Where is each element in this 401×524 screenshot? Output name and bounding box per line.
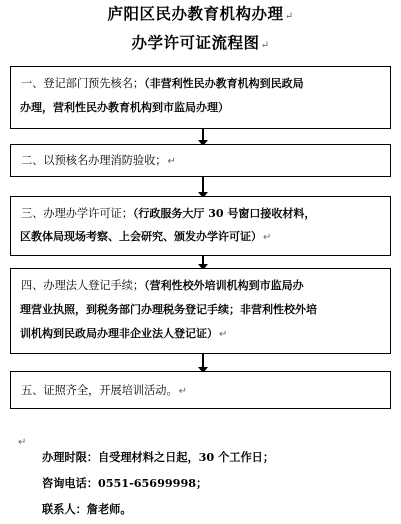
paragraph-mark-icon: ↵ bbox=[284, 11, 294, 22]
paragraph-mark-icon: ↵ bbox=[178, 386, 188, 397]
flow-arrow-1 bbox=[202, 129, 204, 145]
step-4-text-line3 bbox=[20, 322, 384, 347]
document-title-line2 bbox=[0, 31, 401, 53]
step-1-detail-line2: 办理，营利性民办教育机构到市监局办理） bbox=[20, 101, 229, 114]
step-box-4 bbox=[10, 268, 391, 354]
document-title-line1 bbox=[0, 2, 401, 24]
step-3-text-line2 bbox=[20, 225, 384, 250]
step-box-5 bbox=[10, 371, 391, 409]
title-line2: 办学许可证流程图 bbox=[131, 33, 260, 52]
step-box-1 bbox=[10, 66, 391, 129]
step-2-text bbox=[21, 149, 384, 174]
step-5-label: 五、证照齐全，开展培训活动。 bbox=[21, 384, 178, 397]
footer-contact bbox=[42, 501, 132, 517]
empty-paragraph bbox=[17, 430, 26, 449]
paragraph-mark-icon: ↵ bbox=[260, 40, 270, 51]
phone-label: 咨询电话： bbox=[42, 476, 98, 490]
step-3-label: 三、办理办学许可证； bbox=[21, 207, 133, 220]
time-limit-label: 办理时限： bbox=[42, 450, 98, 464]
step-3-detail-line1: （行政服务大厅 30 号窗口接收材料， bbox=[132, 207, 316, 220]
title-line1: 庐阳区民办教育机构办理 bbox=[107, 4, 284, 23]
step-1-detail-line1: （非营利性民办教育机构到民政局 bbox=[144, 77, 304, 90]
flow-arrow-2 bbox=[202, 177, 204, 197]
step-4-detail-line2: 理营业执照，到税务部门办理税务登记手续；非营利性校外培 bbox=[20, 303, 317, 316]
step-4-detail-line3: 训机构到民政局办理非企业法人登记证） bbox=[20, 327, 218, 340]
footer-time-limit bbox=[42, 449, 274, 465]
step-box-3 bbox=[10, 196, 391, 256]
step-4-detail-line1: （营利性校外培训机构到市监局办 bbox=[144, 279, 304, 292]
flow-arrow-4 bbox=[202, 354, 204, 372]
step-box-2 bbox=[10, 144, 391, 177]
time-limit-value: 自受理材料之日起，30 个工作日； bbox=[97, 450, 275, 464]
contact-label: 联系人： bbox=[42, 502, 87, 516]
step-1-label: 一、登记部门预先核名； bbox=[21, 77, 145, 90]
paragraph-mark-icon: ↵ bbox=[167, 156, 176, 167]
step-4-label: 四、办理法人登记手续； bbox=[21, 279, 145, 292]
paragraph-mark-icon: ↵ bbox=[18, 437, 27, 448]
step-3-detail-line2: 区教体局现场考察、上会研究、颁发办学许可证） bbox=[20, 230, 262, 243]
step-3-text bbox=[21, 202, 384, 226]
step-1-text bbox=[21, 72, 384, 96]
paragraph-mark-icon: ↵ bbox=[219, 329, 228, 340]
step-1-text-line2 bbox=[20, 96, 384, 120]
step-2-label: 二、以预核名办理消防验收； bbox=[21, 154, 167, 167]
step-5-text bbox=[21, 379, 384, 404]
step-4-text-line2 bbox=[20, 298, 384, 322]
contact-value: 詹老师。 bbox=[86, 502, 132, 516]
footer-phone bbox=[42, 475, 207, 491]
phone-value: 0551-65699998； bbox=[97, 476, 208, 490]
paragraph-mark-icon: ↵ bbox=[263, 232, 272, 243]
step-4-text bbox=[21, 274, 384, 298]
